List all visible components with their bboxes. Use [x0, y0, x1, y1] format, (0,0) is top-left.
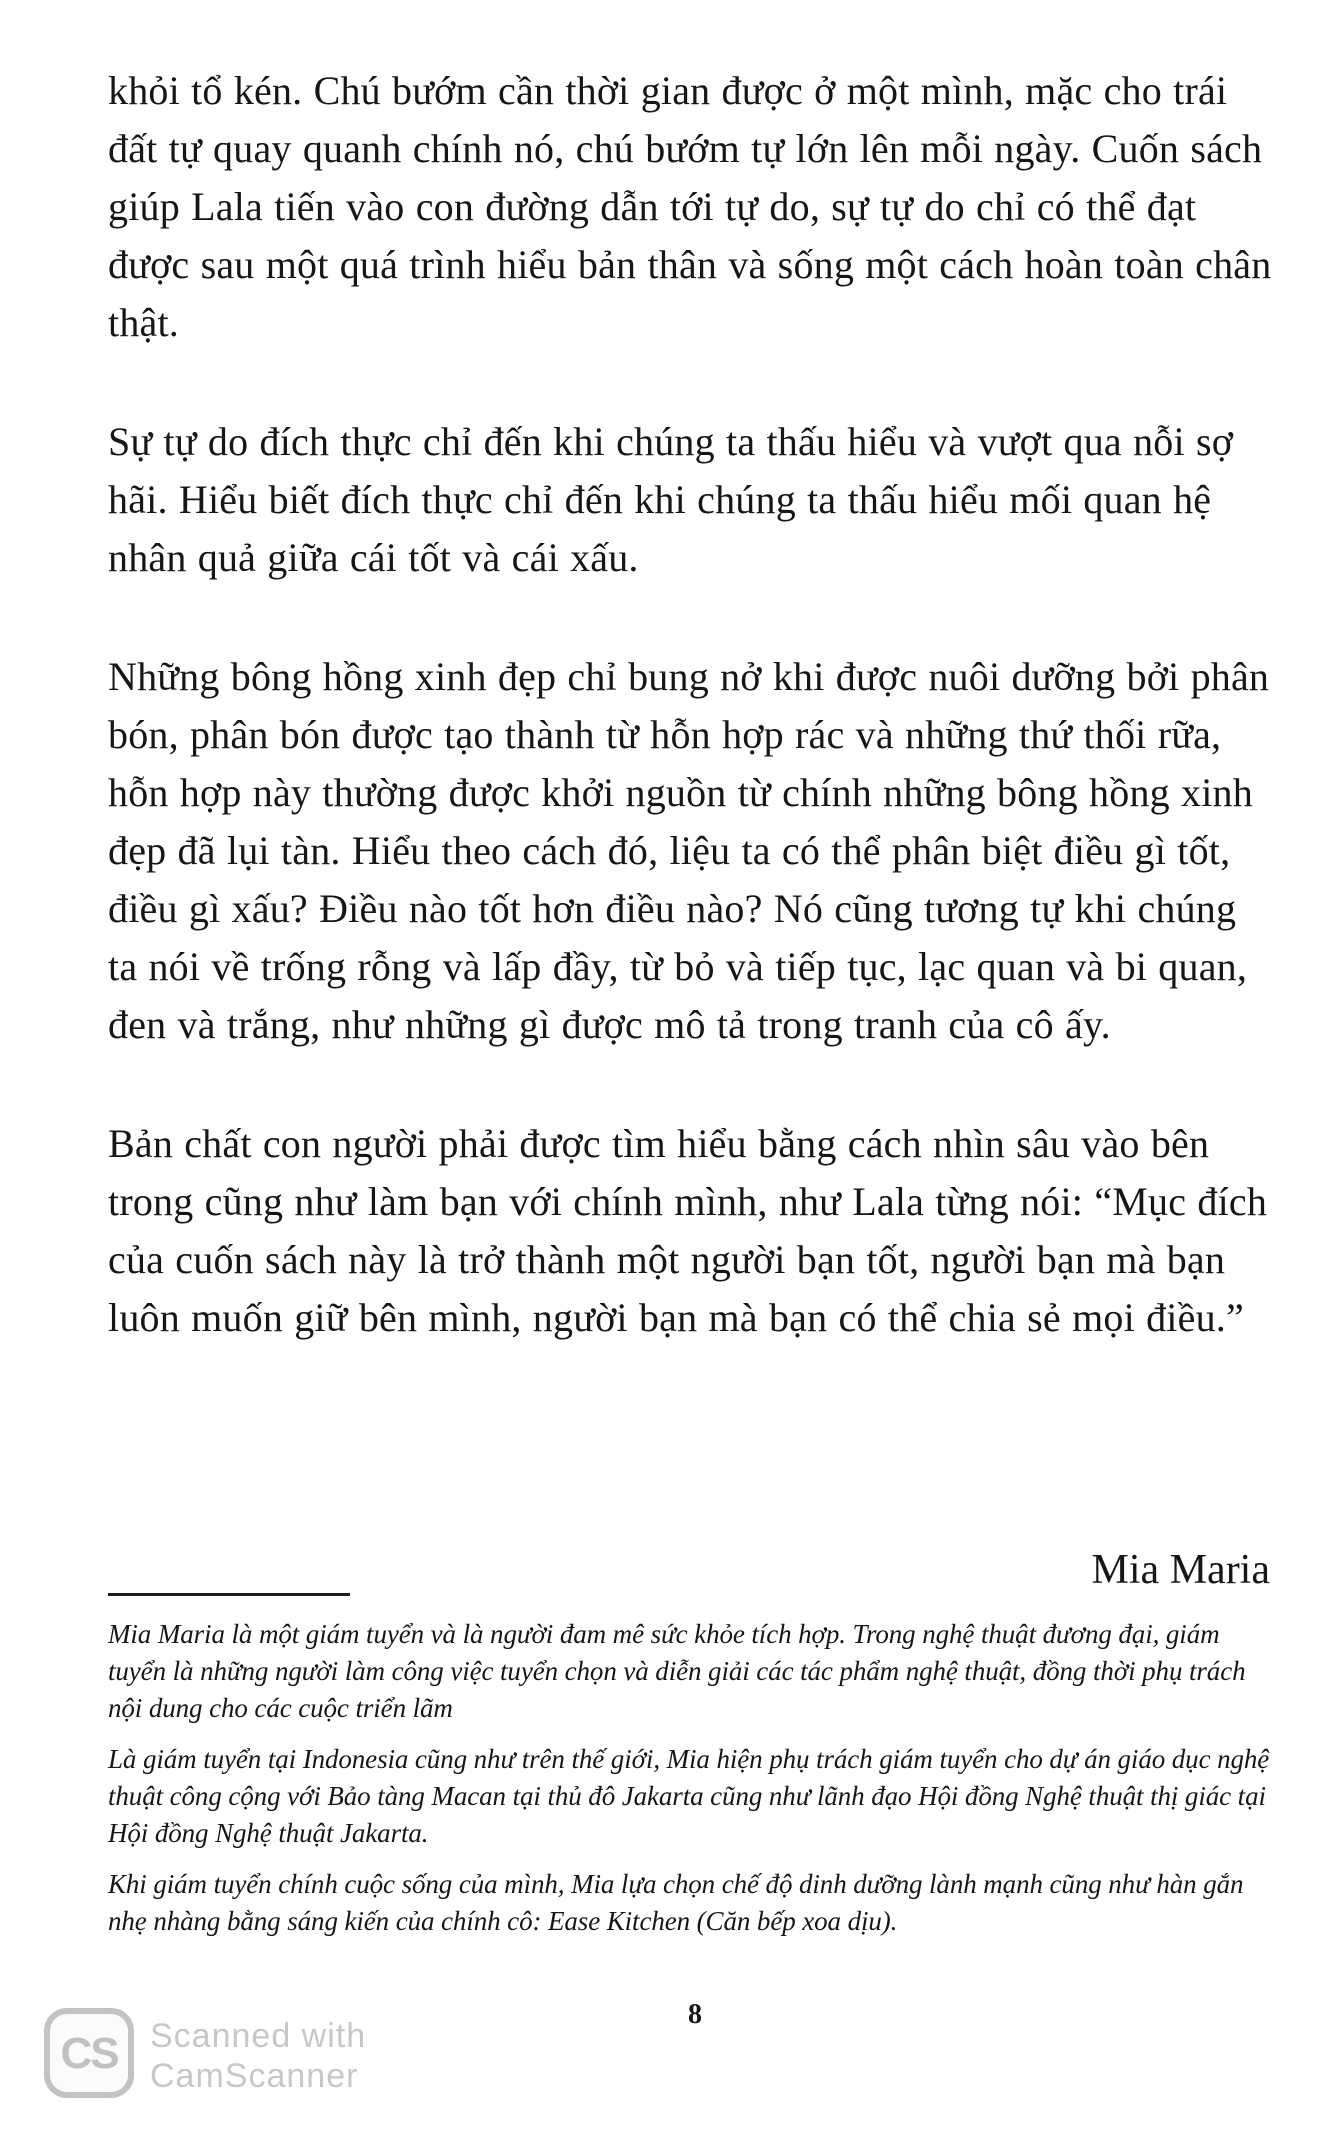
author-notes [108, 1616, 1273, 1940]
scanned-with-label: Scanned with [150, 2017, 367, 2055]
camscanner-logo-icon [44, 2008, 134, 2098]
camscanner-watermark [44, 2008, 434, 2116]
footnote-divider [108, 1593, 350, 1596]
camscanner-label: CamScanner [150, 2057, 359, 2095]
author-note-1: Mia Maria là một giám tuyển và là người đam mê sức khỏe tích hợp. Trong nghệ thuật đương đại, giám tuyển là những người làm công việc tuyển chọn và diễn giải các tác phẩm nghệ thuật, đồng thời phụ trách nội dung cho các cuộc triển lãm [108, 1619, 1246, 1723]
author-note-2: Là giám tuyển tại Indonesia cũng như trên thế giới, Mia hiện phụ trách giám tuyển cho dự án giáo dục nghệ thuật công cộng với Bảo tàng Macan tại thủ đô Jakarta cũng như lãnh đạo Hội đồng Nghệ thuật thị giác tại Hội đồng Nghệ thuật Jakarta. [108, 1744, 1270, 1848]
camscanner-logo-text: CS [60, 2029, 118, 2078]
paragraph-3: Những bông hồng xinh đẹp chỉ bung nở khi được nuôi dưỡng bởi phân bón, phân bón được tạo thành từ hỗn hợp rác và những thứ thối rữa, hỗn hợp này thường được khởi nguồn từ chính những bông hồng xinh đẹp đã lụi tàn. Hiểu theo cách đó, liệu ta có thể phân biệt điều gì tốt, điều gì xấu? Điều nào tốt hơn điều nào? Nó cũng tương tự khi chúng ta nói về trống rỗng và lấp đầy, từ bỏ và tiếp tục, lạc quan và bi quan, đen và trắng, như những gì được mô tả trong tranh của cô ấy. [108, 654, 1270, 1047]
paragraph-2: Sự tự do đích thực chỉ đến khi chúng ta thấu hiểu và vượt qua nỗi sợ hãi. Hiểu biết đích thực chỉ đến khi chúng ta thấu hiểu mối quan hệ nhân quả giữa cái tốt và cái xấu. [108, 419, 1234, 580]
main-text [108, 62, 1272, 1347]
paragraph-1: khỏi tổ kén. Chú bướm cần thời gian được ở một mình, mặc cho trái đất tự quay quanh chính nó, chú bướm tự lớn lên mỗi ngày. Cuốn sách giúp Lala tiến vào con đường dẫn tới tự do, sự tự do chỉ có thể đạt được sau một quá trình hiểu bản thân và sống một cách hoàn toàn chân thật. [108, 68, 1272, 345]
paragraph-4: Bản chất con người phải được tìm hiểu bằng cách nhìn sâu vào bên trong cũng như làm bạn với chính mình, như Lala từng nói: “Mục đích của cuốn sách này là trở thành một người bạn tốt, người bạn mà bạn luôn muốn giữ bên mình, người bạn mà bạn có thể chia sẻ mọi điều.” [108, 1121, 1268, 1340]
author-signature: Mia Maria [1091, 1547, 1270, 1593]
page-number: 8 [688, 1999, 702, 2030]
camscanner-text [150, 2016, 366, 2096]
author-note-3: Khi giám tuyển chính cuộc sống của mình, Mia lựa chọn chế độ dinh dưỡng lành mạnh cũng như hàn gắn nhẹ nhàng bằng sáng kiến của chính cô: Ease Kitchen (Căn bếp xoa dịu). [108, 1869, 1244, 1936]
